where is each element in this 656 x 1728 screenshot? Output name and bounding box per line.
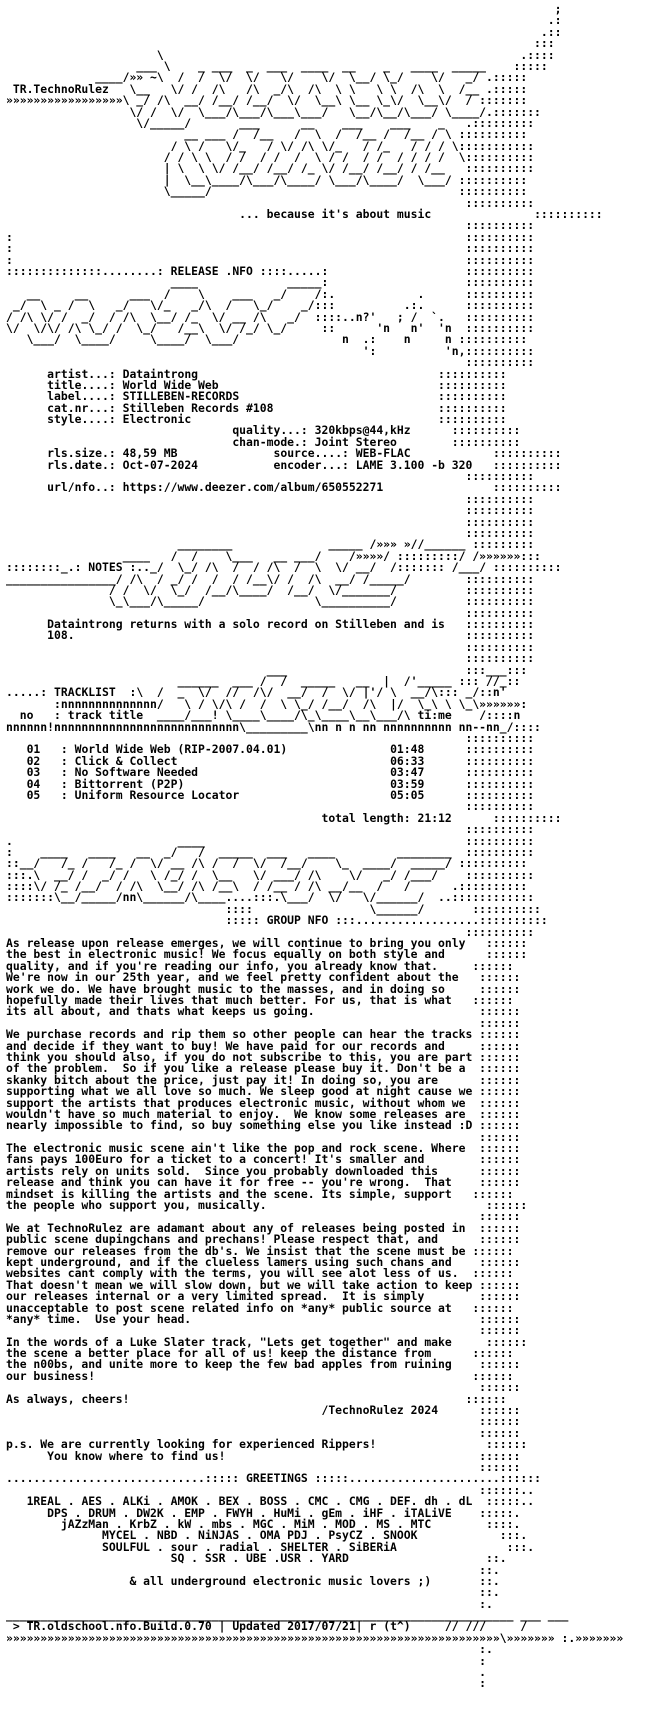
signature-line: /TechnoRulez 2024 :::::: bbox=[321, 1403, 521, 1418]
group-nfo-text: mindset is killing the artists and the scene. Its simple, support bbox=[6, 1186, 452, 1201]
source-label: source....: bbox=[273, 446, 349, 461]
group-nfo-text: its all about, and thats what keeps us going. bbox=[6, 1004, 315, 1019]
ascii-art: ___ \ _ ___ _ ___ ____ __ _ ____ _____ ::::: bbox=[6, 58, 548, 73]
ps-line: You know where to find us! :::::: bbox=[47, 1448, 521, 1463]
ascii-art: ____ _____: :::::::::: bbox=[6, 275, 535, 290]
group-nfo-text: remove our releases from the db's. We insist that the scene must be bbox=[6, 1243, 466, 1258]
ascii-art: :::::::::: bbox=[6, 605, 535, 620]
ascii-art: :::::::\__/_____/nn\______/\____....:::.\___/ \/ \/______/ ..:::::::::::: bbox=[6, 890, 535, 905]
track-title: Bittorrent (P2P) bbox=[74, 776, 185, 791]
greetings-names: MYCEL . NBD . NiNJAS . OMA PDJ . PsyCZ . SNOOK bbox=[102, 1528, 418, 1543]
ascii-art: ::::\/ /_ /__/ / /\ \__/ /\ /__\ / /__ / /\ __/__ / / .:::::::::: bbox=[6, 879, 528, 894]
size-label: rls.size.: bbox=[47, 446, 116, 461]
ascii-art: :nnnnnnnnnnnnnn/ \ / \/\ / / \ \_/ /__/ /\ |/ \_\ \ \_\»»»»»»: bbox=[6, 696, 528, 711]
group-nfo-line: hopefully made their lives that much better. For us, that is what :::::: bbox=[6, 992, 514, 1007]
group-nfo-line: nearly impossible to find, so buy something else you like instead :D :::::: bbox=[6, 1118, 521, 1133]
nfo-document bbox=[6, 4, 652, 1724]
release-section bbox=[6, 263, 652, 529]
track-no: 02 bbox=[26, 753, 41, 768]
ascii-art: _/ \ _ / \ _/ \/_ _/\ / \_/ _/::: .:. :::::::::: bbox=[6, 298, 535, 313]
track-row: 03 : No Software Needed 03:47 :::::::::: bbox=[26, 765, 535, 780]
track-time: 03:59 bbox=[390, 776, 425, 791]
release-header-line: ::::::::::::::........: RELEASE .NFO ::::.....: :::::::::: bbox=[6, 263, 535, 278]
header-logo-block bbox=[6, 4, 652, 266]
greetings-tail: & all underground electronic music lovers ;) bbox=[129, 1573, 432, 1588]
cheers: As always, cheers! bbox=[6, 1391, 130, 1406]
notes-text-line: Dataintrong returns with a solo record on Stilleben and is :::::::::: bbox=[47, 617, 535, 632]
ascii-art: \ .:::: bbox=[6, 47, 555, 62]
header-tagline: ... because it's about music bbox=[239, 207, 432, 222]
footer-updated: Updated 2017/07/21 bbox=[232, 1619, 356, 1634]
ascii-art: \_\___/\_____/ \__________/ :::::::::: bbox=[6, 594, 535, 609]
ascii-art: / / \ \ / / / / / \ / / / / / / / / \:::::::::: bbox=[6, 150, 535, 165]
group-nfo-line: our releases internal or a very limited spread. It is simply :::::: bbox=[6, 1289, 521, 1304]
group-nfo-line: the n00bs, and unite more to keep the few bad apples from ruining :::::: bbox=[6, 1357, 521, 1372]
ascii-art: :::::: bbox=[6, 1129, 521, 1144]
group-nfo-line: support the artists that produces electronic music, without whom we :::::: bbox=[6, 1095, 521, 1110]
track-row: 01 : World Wide Web (RIP-2007.04.01) 01:48 :::::::::: bbox=[26, 742, 535, 757]
ascii-art: :::::::::: bbox=[6, 355, 535, 370]
footer-section bbox=[6, 1610, 652, 1690]
style-label: style....: bbox=[47, 412, 116, 427]
tracklist-header-line: .....: TRACKLIST :\ / _ \/ // /\/ __/ / \/ |'/ \ __/\::: _/::n' bbox=[6, 685, 507, 700]
release-style-row: style....: Electronic :::::::::: bbox=[47, 412, 507, 427]
release-size-row: rls.size.: 48,59 MB source....: WEB-FLAC :::::::::: bbox=[47, 446, 562, 461]
group-nfo-line: and decide if they want to buy! We have paid for our records and :::::: bbox=[6, 1038, 521, 1053]
group-nfo-text: support the artists that produces electronic music, without whom we bbox=[6, 1095, 466, 1110]
ascii-art: :::::::::: bbox=[6, 218, 535, 233]
group-nfo-text: unacceptable to post scene related info on *any* public source at bbox=[6, 1300, 452, 1315]
ascii-art: :::::: bbox=[6, 1015, 521, 1030]
ascii-art: .: bbox=[6, 13, 562, 28]
total-label: total length: bbox=[321, 810, 411, 825]
release-label-row: label....: STILLEBEN-RECORDS :::::::::: bbox=[47, 389, 507, 404]
greetings-header-line: .............................::::: GREETINGS :::::......................:::::: bbox=[6, 1471, 541, 1486]
group-nfo-text: We purchase records and rip them so other people can hear the tracks bbox=[6, 1027, 473, 1042]
ascii-art: »»»»»»»»»»»»»»»»»»»»»»»»»»»»»»»»»»»»»»»»»»»»»»»»»»»»»»»»»»»»»»»»»»»»»»»»\»»»»»»» :.»»»»»»» bbox=[6, 1630, 624, 1645]
group-nfo-text: wouldn't have so much material to enjoy. We know some releases are bbox=[6, 1106, 466, 1121]
group-nfo-text: supporting what we all love so much. We sleep good at night cause we bbox=[6, 1084, 473, 1099]
title-value: World Wide Web bbox=[122, 377, 219, 392]
encoder-value: LAME 3.100 -b 320 bbox=[355, 457, 473, 472]
ascii-art: :::.\ __/ / _/ / \ /_/ / \__ \/ ___/ /\ \/ _/ /___/ :::::::::: bbox=[6, 867, 535, 882]
ascii-art: nnnnnn!nnnnnnnnnnnnnnnnnnnnnnnnnnn\_________\nn n n nn nnnnnnnnnn nn--nn_/:::: bbox=[6, 719, 541, 734]
group-nfo-text: of the problem. So if you like a release please buy it. Don't be a bbox=[6, 1061, 466, 1076]
ascii-art: | \__\____/\___/\____/ \___/\____/ \___/ :::::::::: bbox=[6, 172, 528, 187]
ascii-art: TR.TechnoRulez \__ \/ / /\ /\ _/\ /\ \ \ \ \ /\ \ /__ .::::: bbox=[6, 81, 528, 96]
group-nfo-text: We at TechnoRulez are adamant about any of releases being posted in bbox=[6, 1220, 466, 1235]
group-nfo-text: nearly impossible to find, so buy something else you like instead :D bbox=[6, 1118, 473, 1133]
col-title: track title bbox=[67, 708, 144, 723]
size-value: 48,59 MB bbox=[122, 446, 178, 461]
track-row: 04 : Bittorrent (P2P) 03:59 :::::::::: bbox=[26, 776, 535, 791]
ascii-art: :::::::::: bbox=[6, 651, 535, 666]
group-nfo-text: hopefully made their lives that much better. For us, that is what bbox=[6, 992, 452, 1007]
ps-2: You know where to find us! bbox=[47, 1448, 226, 1463]
title-label: title....: bbox=[47, 377, 116, 392]
ascii-art: :::::: bbox=[6, 1323, 521, 1338]
group-nfo-line: public scene dupingchans and prechans! Please respect that, and :::::: bbox=[6, 1232, 521, 1247]
ascii-art: :::::: bbox=[6, 1460, 521, 1474]
greetings-header: GREETINGS bbox=[246, 1471, 308, 1486]
group-nfo-line: remove our releases from the db's. We insist that the scene must be :::::: bbox=[6, 1243, 514, 1258]
ascii-art: ________ _____ /»»» »//______ ::::::::: bbox=[6, 537, 535, 552]
ascii-art: :::::: bbox=[6, 1425, 521, 1440]
ascii-art: ________________/ /\ / _/ / / / /__\/ / /\ __/ /_____/ :::::::::: bbox=[6, 571, 535, 586]
ascii-art: :::::::::: bbox=[6, 731, 535, 745]
group-nfo-text: public scene dupingchans and prechans! Please respect that, and bbox=[6, 1232, 439, 1247]
group-nfo-header: GROUP NFO bbox=[266, 913, 329, 928]
ascii-art: :::::::::: bbox=[6, 924, 535, 939]
track-row: 05 : Uniform Resource Locator 05:05 :::::::::: bbox=[26, 787, 535, 802]
tracklist-colhead-line: no : track title ____/___! \____\____/\_\____\__\___/\ ti:me /::::n bbox=[19, 708, 521, 723]
artist-value: Dataintrong bbox=[122, 366, 199, 381]
group-nfo-line: We at TechnoRulez are adamant about any of releases being posted in :::::: bbox=[6, 1220, 521, 1235]
group-nfo-line: *any* time. Use your head. :::::: bbox=[6, 1311, 521, 1326]
group-nfo-line: kept underground, and if the clueless lamers using such chans and :::::: bbox=[6, 1254, 521, 1269]
ascii-art: ____ / / \___ __ ___/ /»»»»/ :::::::::/ /»»»»»»::: bbox=[6, 548, 541, 563]
ascii-art: .:: bbox=[6, 24, 562, 39]
ascii-art: . ____ :::::::::: bbox=[6, 833, 535, 848]
release-chanmode-row: chan-mode.: Joint Stereo :::::::::: bbox=[232, 434, 521, 449]
group-nfo-line: the best in electronic music! We focus equally on both style and :::::: bbox=[6, 947, 528, 962]
group-nfo-line: supporting what we all love so much. We sleep good at night cause we :::::: bbox=[6, 1084, 521, 1099]
greetings-line: MYCEL . NBD . NiNJAS . OMA PDJ . PsyCZ . SNOOK :::. bbox=[102, 1528, 528, 1543]
ascii-art: : bbox=[6, 1653, 487, 1668]
ascii-art: ::__/ /_ / /_ / \/ __ /\ / / \/ /__/ \_ ____/ _____/ :::::::::: bbox=[6, 856, 528, 871]
group-nfo-text: our releases internal or a very limited spread. It is simply bbox=[6, 1289, 425, 1304]
ascii-art: \/ / \/ \___/\___/\___\___/ \__/\__/\___/ \____/.::::::: bbox=[6, 104, 541, 119]
track-title: World Wide Web (RIP-2007.04.01) bbox=[74, 742, 288, 757]
group-nfo-line: its all about, and thats what keeps us going. :::::: bbox=[6, 1004, 521, 1019]
greetings-names: SQ . SSR . UBE .USR . YARD bbox=[170, 1551, 349, 1566]
group-nfo-line: We're now in our 25th year, and we feel pretty confident about the :::::: bbox=[6, 970, 521, 985]
ascii-art: ::. bbox=[6, 1562, 500, 1577]
url-label: url/nfo..: bbox=[47, 480, 116, 495]
ascii-art: ____/»» ~\ / / \/ \/ \/ \/ \__/ \_/ \/ _/ .::::: bbox=[6, 70, 528, 85]
notes-text2: 108. bbox=[47, 628, 75, 643]
greetings-names: 1REAL . AES . ALKi . AMOK . BEX . BOSS . CMC . CMG . DEF. dh . dL bbox=[26, 1494, 473, 1509]
ascii-art: | \ \ \/ /__/ /__/ /_ \/ /__/ /__/ / /__ :::::::::: bbox=[6, 161, 535, 176]
notes-text: Dataintrong returns with a solo record on Stilleben and is bbox=[47, 617, 445, 632]
date-value: Oct-07-2024 bbox=[122, 457, 199, 472]
cheers-line: As always, cheers! :::::: bbox=[6, 1391, 507, 1406]
greetings-line: jAZzMan . KrbZ . kW . mbs . MGC . MiM . MOD . MS . MTC ::::. bbox=[60, 1516, 521, 1531]
release-date-row: rls.date.: Oct-07-2024 encoder...: LAME 3.100 -b 320 :::::::::: bbox=[47, 457, 562, 472]
quality-label: quality...: bbox=[232, 423, 308, 438]
ascii-art: :::::: bbox=[6, 1414, 521, 1429]
ps-1: p.s. We are currently looking for experienced Rippers! bbox=[6, 1437, 377, 1452]
track-no: 01 bbox=[26, 742, 41, 757]
group-nfo-text: In the words of a Luke Slater track, "Lets get together" and make bbox=[6, 1334, 452, 1349]
greetings-line: 1REAL . AES . ALKi . AMOK . BEX . BOSS . CMC . CMG . DEF. dh . dL :::::.. bbox=[26, 1494, 535, 1509]
source-value: WEB-FLAC bbox=[355, 446, 411, 461]
group-nfo-text: That doesn't mean we will slow down, but we will take action to keep bbox=[6, 1277, 473, 1292]
chanmode-label: chan-mode.: bbox=[232, 434, 308, 449]
total-value: 21:12 bbox=[417, 810, 452, 825]
group-nfo-line: think you should also, if you do not subscribe to this, you are part :::::: bbox=[6, 1049, 521, 1064]
greetings-line: DPS . DRUM . DW2K . EMP . FWYH . HuMi . gEm . iHF . iTALiVE :::::. bbox=[47, 1505, 521, 1520]
release-url-row: url/nfo..: https://www.deezer.com/album/650552271 :::::::::: bbox=[47, 480, 562, 495]
ascii-art: / \ / \/_ / \/ /\ \/_ / /_ / / / \::::::::::: bbox=[6, 138, 535, 153]
track-time: 05:05 bbox=[390, 787, 425, 802]
group-nfo-line: of the problem. So if you like a release please buy it. Don't be a :::::: bbox=[6, 1061, 521, 1076]
group-nfo-line: mindset is killing the artists and the scene. Its simple, support :::::: bbox=[6, 1186, 514, 1201]
header-group-tag-line: »»»»»»»»»»»»»»»»»\ _/ /\ __/ /__/ /__/ \/ \__\ \__ \_\/ \__\/ / ::::::: bbox=[6, 93, 528, 108]
ascii-art: __ ___ / /__ / \ / /__ / /__ / \ :::::::::: bbox=[6, 127, 528, 142]
group-nfo-text: and decide if they want to buy! We have paid for our records and bbox=[6, 1038, 445, 1053]
group-nfo-line: the scene a better place for all of us! keep the distance from :::::: bbox=[6, 1346, 514, 1361]
ascii-art: :::::: bbox=[6, 1380, 521, 1395]
tracklist-section bbox=[6, 662, 652, 837]
group-nfo-line: artists rely on units sold. Since you probably downloaded this :::::: bbox=[6, 1163, 521, 1178]
ascii-art: :::::::::: bbox=[6, 469, 535, 484]
group-nfo-text: We're now in our 25th year, and we feel pretty confident about the bbox=[6, 970, 459, 985]
tagline-line: ... because it's about music :::::::::: bbox=[239, 207, 603, 222]
ascii-art: ___ :::___::: bbox=[6, 662, 528, 677]
track-title: No Software Needed bbox=[74, 765, 199, 780]
release-catnr-row: cat.nr...: Stilleben Records #108 :::::::::: bbox=[47, 400, 507, 415]
chanmode-value: Joint Stereo bbox=[314, 434, 397, 449]
greetings-section bbox=[6, 1473, 652, 1610]
col-time: ti:me bbox=[417, 708, 452, 723]
ps-line: p.s. We are currently looking for experienced Rippers! :::::: bbox=[6, 1437, 528, 1452]
group-nfo-text: think you should also, if you do not subscribe to this, you are part bbox=[6, 1049, 473, 1064]
notes-section bbox=[6, 525, 652, 666]
ascii-art: :::: \______/ :::::::::: bbox=[6, 901, 541, 916]
ascii-art: . bbox=[6, 1665, 487, 1680]
notes-header-line: ::::::::_.: NOTES :.._/ \_/ /\ / / /\ / \ \/ __/ /::::::: /___/ :::::::::: bbox=[6, 560, 562, 575]
greetings-names: jAZzMan . KrbZ . kW . mbs . MGC . MiM . MOD . MS . MTC bbox=[60, 1516, 432, 1531]
group-nfo-text: the scene a better place for all of us! keep the distance from bbox=[6, 1346, 432, 1361]
notes-text-line: 108. :::::::::: bbox=[47, 628, 535, 643]
ascii-art: :. bbox=[6, 1642, 493, 1657]
ascii-art: :::::::::: bbox=[6, 491, 535, 506]
group-nfo-text: kept underground, and if the clueless lamers using such chans and bbox=[6, 1254, 452, 1269]
group-nfo-text: our business! bbox=[6, 1368, 96, 1383]
greetings-names: SOULFUL . sour . radial . SHELTER . SiBERiA bbox=[102, 1539, 397, 1554]
track-title: Click & Collect bbox=[74, 753, 178, 768]
quality-value: 320kbps@44,kHz bbox=[314, 423, 411, 438]
tracklist-header: TRACKLIST bbox=[54, 685, 116, 700]
group-nfo-text: As release upon release emerges, we will continue to bring you only bbox=[6, 936, 466, 951]
release-artist-row: artist...: Dataintrong :::::::::: bbox=[47, 366, 507, 381]
ascii-art: : ____ ____ __ _/ / _____ ___ ____ ________ :::::::::: bbox=[6, 844, 535, 859]
ascii-art: :::::::::: bbox=[6, 514, 535, 529]
group-nfo-line: In the words of a Luke Slater track, "Lets get together" and make :::::: bbox=[6, 1334, 528, 1349]
release-header: RELEASE .NFO bbox=[170, 263, 253, 278]
group-nfo-text: *any* time. Use your head. bbox=[6, 1311, 192, 1326]
release-title-row: title....: World Wide Web :::::::::: bbox=[47, 377, 507, 392]
group-nfo-text: skanky bitch about the price, just pay it! In doing so, you are bbox=[6, 1072, 439, 1087]
total-length-row: total length: 21:12 :::::::::: bbox=[321, 810, 562, 825]
ascii-art: ': 'n,:::::::::: bbox=[6, 343, 535, 358]
label-label: label....: bbox=[47, 389, 116, 404]
track-no: 05 bbox=[26, 787, 41, 802]
ascii-art: :::::::::: bbox=[6, 525, 535, 540]
group-nfo-text: the people who support you, musically. bbox=[6, 1198, 267, 1213]
ascii-art: :::::::::: bbox=[6, 195, 535, 210]
group-nfo-text: work we do. We have brought music to the masses, and in doing so bbox=[6, 981, 445, 996]
footer-build: TR.oldschool.nfo.Build.0.70 bbox=[26, 1619, 212, 1634]
ascii-art: / / \/ \_/ /__/\____/ /__/ \/_______/ :::::::::: bbox=[6, 582, 535, 597]
ascii-art: :::::: bbox=[6, 1209, 521, 1224]
track-time: 06:33 bbox=[390, 753, 425, 768]
artist-label: artist...: bbox=[47, 366, 116, 381]
group-nfo-text: the best in electronic music! We focus equally on both style and bbox=[6, 947, 445, 962]
ascii-art: __________________________________________________________________________ ___ ___ bbox=[6, 1608, 569, 1623]
greetings-tail-line: & all underground electronic music lovers ;) ::. bbox=[129, 1573, 500, 1588]
group-nfo-line: the people who support you, musically. :::::: bbox=[6, 1198, 528, 1213]
ascii-art: \_____/ :::::::::: bbox=[6, 184, 528, 199]
group-nfo-line: release and think you can have it for free -- you're wrong. That :::::: bbox=[6, 1175, 521, 1190]
ascii-art: \___/ \____/ \____/ \___/ n .: n n :::::::::: bbox=[6, 332, 528, 347]
label-value: STILLEBEN-RECORDS bbox=[122, 389, 240, 404]
group-nfo-line: skanky bitch about the price, just pay it! In doing so, you are :::::: bbox=[6, 1072, 521, 1087]
ascii-art: :. bbox=[6, 1596, 493, 1611]
track-no: 03 bbox=[26, 765, 41, 780]
ascii-art: : :::::::::: bbox=[6, 241, 535, 256]
footer-line: > TR.oldschool.nfo.Build.0.70 | Updated 2017/07/21| r (t^) // /// / bbox=[6, 1619, 528, 1634]
ascii-art: / /\ \/ / _/ / /\ \__/ /_ \/ __ /\ _/ ::::..n?' ; / `. :::::::::: bbox=[6, 309, 535, 324]
group-nfo-text: fans pays 100Euro for a ticket to a concert! It's smaller and bbox=[6, 1152, 425, 1167]
group-nfo-text: quality, and if you're reading our info, you already know that. bbox=[6, 958, 439, 973]
greetings-line: SQ . SSR . UBE .USR . YARD ::. bbox=[170, 1551, 507, 1566]
ascii-art: : :::::::::: bbox=[6, 229, 535, 244]
ascii-art: ; bbox=[6, 4, 562, 16]
group-nfo-line: websites cant comply with the terms, you will see alot less of us. :::::: bbox=[6, 1266, 514, 1281]
ascii-art: \/_____/ ___ __ ___ ___ _ .::::::::: bbox=[6, 115, 535, 130]
group-nfo-header-line: ::::: GROUP NFO :::..................:::::::::: bbox=[6, 913, 548, 928]
group-nfo-section bbox=[6, 833, 652, 1474]
group-nfo-line: quality, and if you're reading our info, you already know that. :::::: bbox=[6, 958, 514, 973]
date-label: rls.date.: bbox=[47, 457, 116, 472]
ascii-art: ______ ___ / / _____ __ | /'_____ ::: //_:: bbox=[6, 674, 521, 689]
group-nfo-line: our business! :::::: bbox=[6, 1368, 514, 1383]
ascii-art: ::::::.. bbox=[6, 1482, 535, 1497]
ascii-art: : :::::::::: bbox=[6, 252, 535, 267]
group-nfo-line: We purchase records and rip them so other people can hear the tracks :::::: bbox=[6, 1027, 521, 1042]
track-time: 01:48 bbox=[390, 742, 425, 757]
group-nfo-line: wouldn't have so much material to enjoy. We know some releases are :::::: bbox=[6, 1106, 521, 1121]
track-row: 02 : Click & Collect 06:33 :::::::::: bbox=[26, 753, 535, 768]
greetings-line: SOULFUL . sour . radial . SHELTER . SiBERiA :::. bbox=[102, 1539, 535, 1554]
group-nfo-line: unacceptable to post scene related info on *any* public source at :::::: bbox=[6, 1300, 514, 1315]
group-nfo-line: As release upon release emerges, we will continue to bring you only :::::: bbox=[6, 936, 528, 951]
group-nfo-text: The electronic music scene ain't like the pop and rock scene. Where bbox=[6, 1141, 466, 1156]
notes-header: NOTES bbox=[88, 560, 123, 575]
group-nfo-text: the n00bs, and unite more to keep the few bad apples from ruining bbox=[6, 1357, 452, 1372]
url-value: https://www.deezer.com/album/650552271 bbox=[122, 480, 384, 495]
ascii-art: :::::::::: bbox=[6, 639, 535, 654]
catnr-label: cat.nr...: bbox=[47, 400, 116, 415]
greetings-names: DPS . DRUM . DW2K . EMP . FWYH . HuMi . gEm . iHF . iTALiVE bbox=[47, 1505, 452, 1520]
ascii-art: :::::::::: bbox=[6, 822, 535, 837]
ascii-art: ::. bbox=[6, 1585, 500, 1600]
group-nfo-line: work we do. We have brought music to the masses, and in doing so :::::: bbox=[6, 981, 521, 996]
signature: /TechnoRulez 2024 bbox=[321, 1403, 439, 1418]
style-value: Electronic bbox=[122, 412, 192, 427]
col-no: no bbox=[19, 708, 34, 723]
track-title: Uniform Resource Locator bbox=[74, 787, 240, 802]
ascii-art: :::::::::: bbox=[6, 503, 535, 518]
track-time: 03:47 bbox=[390, 765, 425, 780]
group-nfo-line: The electronic music scene ain't like the pop and rock scene. Where :::::: bbox=[6, 1141, 521, 1156]
release-quality-row: quality...: 320kbps@44,kHz :::::::::: bbox=[232, 423, 521, 438]
ascii-art: :::::::::: bbox=[6, 799, 535, 814]
catnr-value: Stilleben Records #108 bbox=[122, 400, 274, 415]
group-nfo-line: That doesn't mean we will slow down, but we will take action to keep :::::: bbox=[6, 1277, 521, 1292]
group-nfo-text: websites cant comply with the terms, you will see alot less of us. bbox=[6, 1266, 459, 1281]
ascii-art: \/ \/\/ /\ \_/ / \_/ /__\ \/ /_/ \_/ :: 'n n' 'n :::::::::: bbox=[6, 320, 535, 335]
ascii-art: : bbox=[6, 1676, 487, 1691]
track-no: 04 bbox=[26, 776, 41, 791]
group-nfo-text: artists rely on units sold. Since you probably downloaded this bbox=[6, 1163, 439, 1178]
ascii-art: __ __ ___ / \ ___ _/ /:. . :::::::::: bbox=[6, 286, 535, 301]
group-nfo-line: fans pays 100Euro for a ticket to a concert! It's smaller and :::::: bbox=[6, 1152, 521, 1167]
group-nfo-text: release and think you can have it for free -- you're wrong. That bbox=[6, 1175, 452, 1190]
ascii-art: ::: bbox=[6, 36, 555, 51]
encoder-label: encoder...: bbox=[273, 457, 349, 472]
